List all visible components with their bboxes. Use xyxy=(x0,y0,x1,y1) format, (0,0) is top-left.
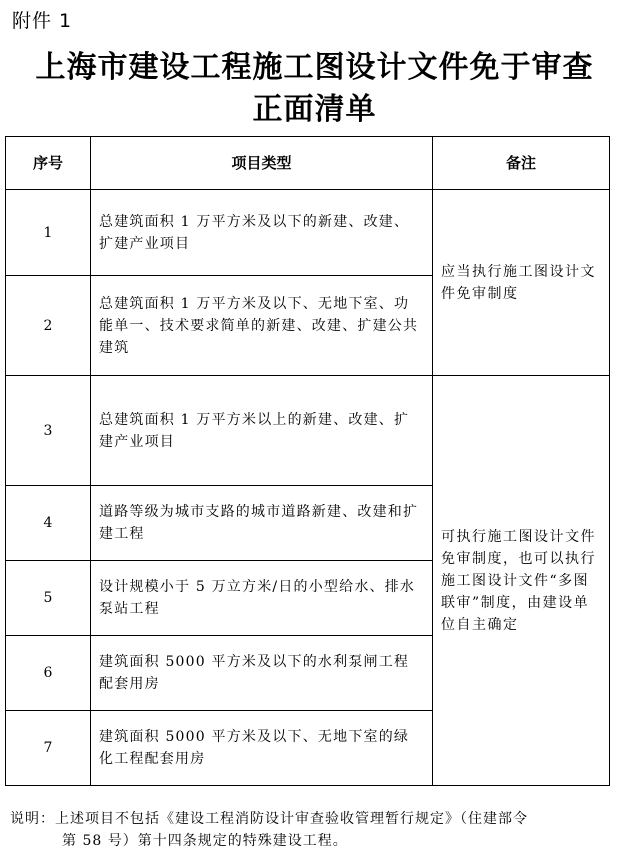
row-index: 6 xyxy=(6,636,91,711)
row-index: 3 xyxy=(6,376,91,486)
note-optional-exemption: 可执行施工图设计文件免审制度，也可以执行施工图设计文件“多图联审”制度，由建设单位自主确定 xyxy=(433,376,610,786)
table-row xyxy=(6,376,610,486)
row-index: 1 xyxy=(6,190,91,276)
row-project-type: 建筑面积 5000 平方米及以下、无地下室的绿化工程配套用房 xyxy=(91,711,433,786)
header-note: 备注 xyxy=(433,137,610,190)
exemption-list-table xyxy=(5,136,610,786)
row-project-type: 总建筑面积 1 万平方米及以下的新建、改建、扩建产业项目 xyxy=(91,190,433,276)
document-title-line-1: 上海市建设工程施工图设计文件免于审查 xyxy=(35,50,594,85)
row-index: 5 xyxy=(6,561,91,636)
row-project-type: 道路等级为城市支路的城市道路新建、改建和扩建工程 xyxy=(91,486,433,561)
table-header-row xyxy=(6,137,610,190)
row-index: 4 xyxy=(6,486,91,561)
row-project-type: 总建筑面积 1 万平方米以上的新建、改建、扩建产业项目 xyxy=(91,376,433,486)
row-project-type: 总建筑面积 1 万平方米及以下、无地下室、功能单一、技术要求简单的新建、改建、扩建公共建筑 xyxy=(91,276,433,376)
footnote-line-2: 第 58 号）第十四条规定的特殊建设工程。 xyxy=(62,833,348,849)
attachment-label: 附件 1 xyxy=(12,10,73,32)
row-project-type: 设计规模小于 5 万立方米/日的小型给水、排水泵站工程 xyxy=(91,561,433,636)
row-index: 2 xyxy=(6,276,91,376)
footnote-line-1: 说明：上述项目不包括《建设工程消防设计审查验收管理暂行规定》（住建部令 xyxy=(10,811,528,827)
header-project-type: 项目类型 xyxy=(91,137,433,190)
note-mandatory-exemption: 应当执行施工图设计文件免审制度 xyxy=(433,190,610,376)
document-title-line-2: 正面清单 xyxy=(252,92,377,127)
row-index: 7 xyxy=(6,711,91,786)
header-index: 序号 xyxy=(6,137,91,190)
row-project-type: 建筑面积 5000 平方米及以下的水利泵闸工程配套用房 xyxy=(91,636,433,711)
table-row xyxy=(6,190,610,276)
footnote xyxy=(10,808,620,852)
